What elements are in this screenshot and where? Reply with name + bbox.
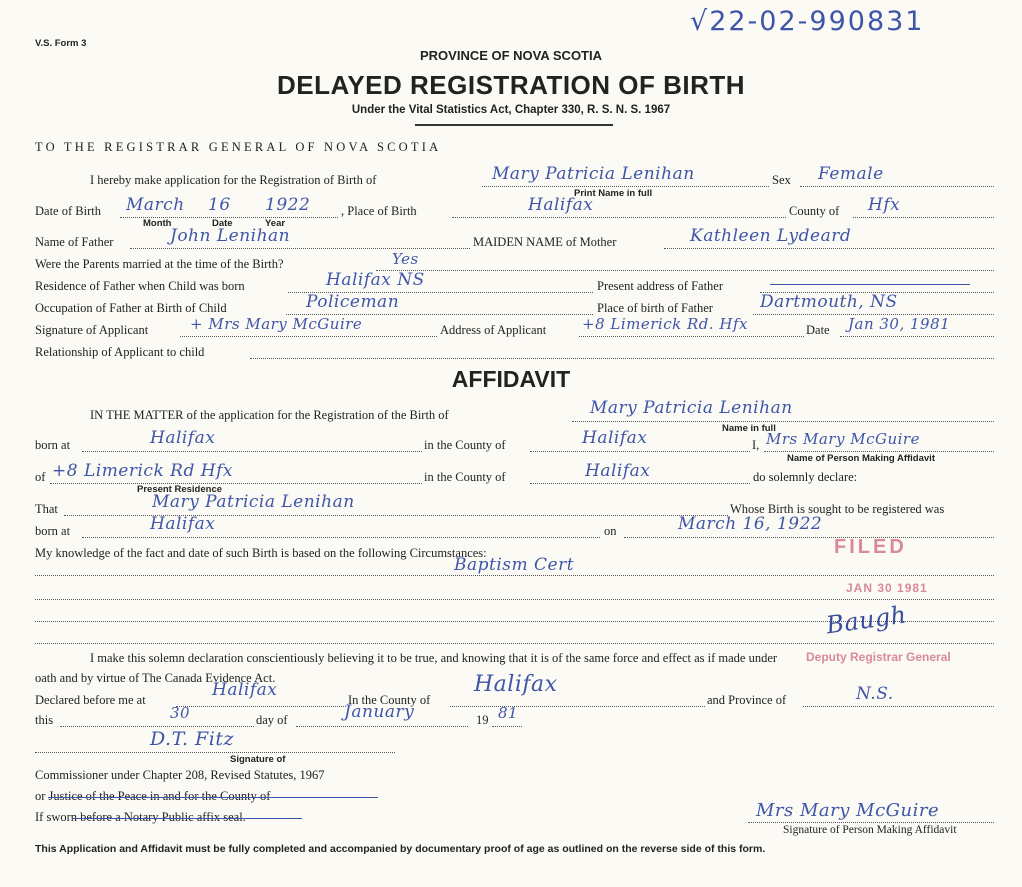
affidavit-county: Halifax (582, 428, 648, 448)
county-value: Hfx (868, 195, 901, 215)
form-code: V.S. Form 3 (35, 38, 87, 49)
intro-label: I hereby make application for the Registration of Birth of (90, 173, 377, 187)
dob-year: 1922 (265, 195, 311, 215)
father-present-label: Present address of Father (597, 279, 724, 293)
father-name: John Lenihan (170, 226, 291, 246)
residence-county: Halifax (585, 461, 651, 481)
father-residence: Halifax NS (326, 270, 425, 290)
father-label: Name of Father (35, 235, 114, 249)
form-subtitle: Under the Vital Statistics Act, Chapter 330, R. S. N. S. 1967 (351, 104, 671, 116)
applicant-signature: + Mrs Mary McGuire (190, 315, 363, 333)
affidavit-heading: AFFIDAVIT (451, 366, 571, 392)
father-birthplace: Dartmouth, NS (760, 292, 898, 312)
applicant-sig-label: Signature of Applicant (35, 323, 149, 337)
filed-stamp: FILED (834, 536, 907, 558)
of-label: of (35, 470, 46, 484)
title-rule (415, 124, 613, 126)
born-at: Halifax (150, 428, 216, 448)
signature-of-caption: Signature of (230, 754, 286, 765)
notary-label: If sworn before a Notary Public affix seal. (35, 810, 246, 824)
date-label: Date (806, 323, 830, 337)
mother-label: MAIDEN NAME of Mother (473, 235, 617, 249)
on-label: on (604, 524, 617, 538)
born-at-label: born at (35, 438, 71, 452)
residence-caption: Present Residence (137, 484, 223, 495)
place-of-birth: Halifax (528, 195, 594, 215)
declared-county: Halifax (474, 672, 558, 697)
knowledge-label: My knowledge of the fact and date of such Birth is based on the following Circumstances: (35, 546, 487, 560)
serial-number: √22-02-990831 (690, 6, 925, 37)
sex-value: Female (818, 164, 884, 184)
father-residence-label: Residence of Father when Child was born (35, 279, 245, 293)
deponent-name: Mrs Mary McGuire (766, 430, 920, 448)
commissioner-signature: D.T. Fitz (150, 728, 234, 750)
dob-label: Date of Birth (35, 204, 101, 218)
sex-label: Sex (772, 173, 791, 187)
affidavit-child-name: Mary Patricia Lenihan (590, 398, 793, 418)
month-caption: Month (143, 218, 172, 229)
registrar-signature: Baugh (824, 600, 909, 640)
married-value: Yes (392, 250, 419, 268)
declared-county-label: In the County of (348, 693, 431, 707)
declare-label: do solemnly declare: (753, 470, 858, 484)
deponent-caption: Name of Person Making Affidavit (787, 453, 935, 464)
province-heading: PROVINCE OF NOVA SCOTIA (419, 48, 602, 63)
footer-note: This Application and Affidavit must be fully completed and accompanied by documentary proof of age as outlined on the reverse side of this form. (35, 843, 766, 855)
filed-stamp-date: JAN 30 1981 (846, 581, 928, 595)
justice-label: or Justice of the Peace in and for the County of (35, 789, 271, 803)
county-label: County of (789, 204, 840, 218)
dob-month: March (126, 195, 185, 215)
province-value: N.S. (856, 684, 894, 704)
deponent-sig-caption: Signature of Person Making Affidavit (783, 824, 957, 836)
year-prefix: 19 (476, 713, 489, 727)
i-label: I, (752, 438, 760, 452)
mother-maiden: Kathleen Lydeard (690, 226, 852, 246)
that-label: That (35, 502, 58, 516)
name-caption: Name in full (722, 423, 776, 434)
this-label: this (35, 713, 54, 727)
residence-county-label: in the County of (424, 470, 506, 484)
day-value: 30 (170, 704, 191, 722)
matter-label: IN THE MATTER of the application for the Registration of the Birth of (90, 408, 449, 422)
father-occupation: Policeman (306, 292, 400, 312)
province-label: and Province of (707, 693, 787, 707)
year-suffix: 81 (498, 704, 519, 722)
declared-at: Halifax (212, 680, 278, 700)
father-occupation-label: Occupation of Father at Birth of Child (35, 301, 227, 315)
in-county-label: in the County of (424, 438, 506, 452)
residence: +8 Limerick Rd Hfx (52, 461, 233, 481)
date-caption: Date (212, 218, 233, 229)
circumstances: Baptism Cert (454, 555, 575, 575)
that-name: Mary Patricia Lenihan (152, 492, 355, 512)
whose-birth-label: Whose Birth is sought to be registered was (730, 502, 945, 516)
commissioner-label: Commissioner under Chapter 208, Revised Statutes, 1967 (35, 768, 325, 782)
print-name-caption: Print Name in full (574, 188, 653, 199)
father-present-dash (770, 284, 970, 285)
declared-label: Declared before me at (35, 693, 146, 707)
applicant-address: +8 Limerick Rd. Hfx (582, 315, 748, 333)
on-date: March 16, 1922 (678, 514, 823, 534)
relationship-label: Relationship of Applicant to child (35, 345, 205, 359)
dob-day: 16 (208, 195, 231, 215)
declaration-line-1: I make this solemn declaration conscientiously believing it to be true, and knowing that it is of the same force and effect as if made under (90, 651, 778, 665)
notary-strike (72, 818, 302, 819)
married-label: Were the Parents married at the time of the Birth? (35, 257, 284, 271)
father-birthplace-label: Place of birth of Father (597, 301, 713, 315)
application-date: Jan 30, 1981 (848, 315, 951, 333)
deponent-signature: Mrs Mary McGuire (756, 800, 940, 821)
declaration-line-2: oath and by virtue of The Canada Evidence Act. (35, 671, 276, 685)
born-at2: Halifax (150, 514, 216, 534)
justice-strike (48, 797, 378, 798)
day-of-label: day of (256, 713, 288, 727)
applicant-address-label: Address of Applicant (440, 323, 547, 337)
year-caption: Year (265, 218, 286, 229)
form-title: DELAYED REGISTRATION OF BIRTH (276, 70, 746, 100)
month-value: January (344, 702, 415, 722)
filed-stamp-office: Deputy Registrar General (806, 650, 951, 664)
addressee: TO THE REGISTRAR GENERAL OF NOVA SCOTIA (35, 140, 442, 154)
born-at2-label: born at (35, 524, 71, 538)
child-name: Mary Patricia Lenihan (492, 164, 695, 184)
pob-label: , Place of Birth (341, 204, 417, 218)
